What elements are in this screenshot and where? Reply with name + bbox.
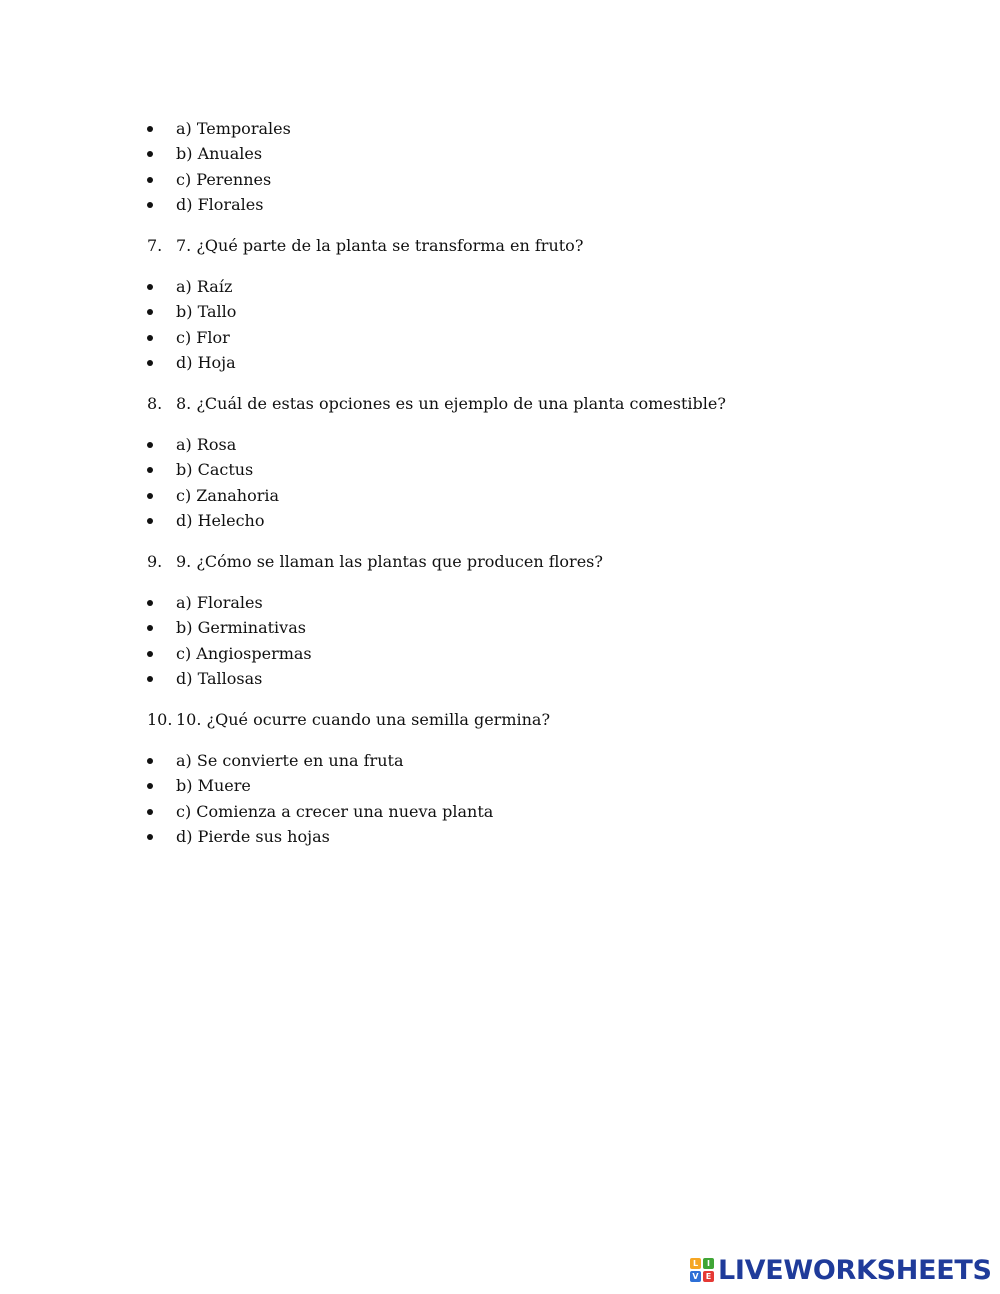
option-item: [0, 432, 279, 457]
option-item: [0, 615, 312, 640]
option-text: a) Temporales: [176, 119, 291, 138]
option-text: d) Helecho: [176, 510, 265, 530]
option-item: [0, 748, 493, 773]
option-item: [0, 457, 279, 482]
question-text: 10. ¿Qué ocurre cuando una semilla germina?: [176, 710, 551, 729]
option-list: [0, 748, 493, 849]
logo-cell-l: L: [690, 1258, 701, 1269]
option-text: b) Anuales: [176, 144, 263, 164]
option-item: [0, 141, 291, 166]
option-item: [0, 590, 312, 615]
bullet-icon: [147, 202, 153, 208]
bullet-icon: [147, 600, 153, 606]
option-item: [0, 325, 236, 350]
option-item: [0, 641, 312, 666]
bullet-icon: [147, 335, 153, 341]
bullet-icon: [147, 518, 153, 524]
bullet-icon: [147, 809, 153, 815]
bullet-icon: [147, 284, 153, 290]
option-text: c) Angiospermas: [176, 643, 312, 663]
bullet-icon: [147, 834, 153, 840]
question-number: 10.: [147, 710, 173, 729]
option-item: [0, 299, 236, 324]
option-text: a) Raíz: [176, 277, 233, 296]
option-text: c) Perennes: [176, 169, 272, 189]
brand-name: LIVEWORKSHEETS: [718, 1254, 992, 1286]
bullet-icon: [147, 442, 153, 448]
option-text: a) Florales: [176, 593, 263, 612]
option-item: [0, 274, 236, 299]
option-item: [0, 483, 279, 508]
option-list: [0, 590, 312, 691]
option-item: [0, 192, 291, 217]
option-item: [0, 666, 312, 691]
bullet-icon: [147, 783, 153, 789]
bullet-icon: [147, 467, 153, 473]
option-list: [0, 432, 279, 533]
question-number: 7.: [147, 236, 163, 255]
option-text: d) Hoja: [176, 352, 236, 372]
option-text: c) Comienza a crecer una nueva planta: [176, 801, 494, 821]
bullet-icon: [147, 493, 153, 499]
bullet-icon: [147, 177, 153, 183]
option-text: c) Zanahoria: [176, 485, 280, 505]
option-item: [0, 116, 291, 141]
option-text: a) Se convierte en una fruta: [176, 751, 404, 770]
option-text: d) Pierde sus hojas: [176, 826, 330, 846]
bullet-icon: [147, 360, 153, 366]
liveworksheets-logo-icon: [690, 1258, 714, 1282]
option-item: [0, 508, 279, 533]
question-number: 8.: [147, 394, 163, 413]
option-list: [0, 116, 291, 217]
option-text: b) Tallo: [176, 302, 237, 322]
question-number: 9.: [147, 552, 163, 571]
option-list: [0, 274, 236, 375]
option-text: a) Rosa: [176, 435, 237, 454]
bullet-icon: [147, 651, 153, 657]
question-text: 9. ¿Cómo se llaman las plantas que producen flores?: [176, 552, 603, 571]
bullet-icon: [147, 625, 153, 631]
logo-cell-i: I: [703, 1258, 714, 1269]
question-text: 8. ¿Cuál de estas opciones es un ejemplo de una planta comestible?: [176, 394, 726, 413]
logo-cell-e: E: [703, 1271, 714, 1282]
option-text: b) Germinativas: [176, 618, 306, 638]
bullet-icon: [147, 309, 153, 315]
option-item: [0, 824, 493, 849]
option-item: [0, 167, 291, 192]
option-text: d) Tallosas: [176, 668, 263, 688]
liveworksheets-brand: [690, 1253, 992, 1287]
option-item: [0, 350, 236, 375]
logo-cell-v: V: [690, 1271, 701, 1282]
bullet-icon: [147, 676, 153, 682]
bullet-icon: [147, 758, 153, 764]
option-text: b) Muere: [176, 776, 251, 796]
option-item: [0, 773, 493, 798]
question-text: 7. ¿Qué parte de la planta se transforma en fruto?: [176, 236, 584, 255]
bullet-icon: [147, 151, 153, 157]
option-text: b) Cactus: [176, 460, 254, 480]
option-text: d) Florales: [176, 194, 264, 214]
bullet-icon: [147, 126, 153, 132]
option-text: c) Flor: [176, 327, 230, 347]
option-item: [0, 799, 493, 824]
